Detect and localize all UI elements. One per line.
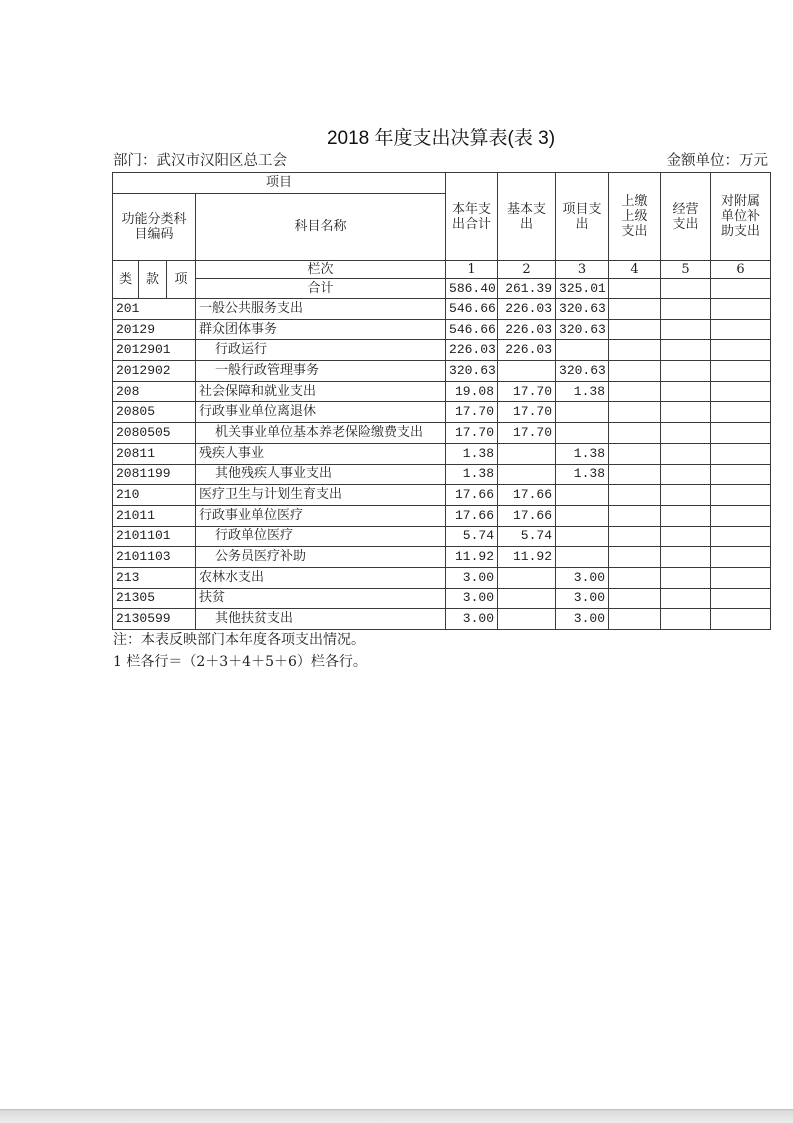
project-expenditure-cell bbox=[556, 505, 609, 526]
upper-level-payment-cell bbox=[609, 319, 661, 340]
subject-name: 群众团体事务 bbox=[196, 319, 446, 340]
subsidiary-subsidy-cell bbox=[711, 526, 771, 547]
basic-expenditure-cell bbox=[498, 567, 556, 588]
upper-level-payment-cell bbox=[609, 567, 661, 588]
table-row bbox=[113, 567, 771, 588]
subject-name: 医疗卫生与计划生育支出 bbox=[196, 485, 446, 506]
project-expenditure-cell: 1.38 bbox=[556, 443, 609, 464]
basic-expenditure-cell: 226.03 bbox=[498, 319, 556, 340]
project-expenditure-cell: 1.38 bbox=[556, 464, 609, 485]
subject-code: 20811 bbox=[113, 443, 196, 464]
header-project: 项目 bbox=[113, 173, 446, 194]
header-col-project-label: 项目支出 bbox=[562, 201, 602, 232]
subject-code: 213 bbox=[113, 567, 196, 588]
table-row bbox=[113, 340, 771, 361]
project-expenditure-cell: 320.63 bbox=[556, 361, 609, 382]
project-expenditure-cell bbox=[556, 526, 609, 547]
table-row bbox=[113, 299, 771, 320]
header-col-basic bbox=[498, 173, 556, 261]
basic-expenditure-cell: 5.74 bbox=[498, 526, 556, 547]
business-expenditure-cell bbox=[661, 319, 711, 340]
upper-level-payment-cell bbox=[609, 505, 661, 526]
upper-level-payment-cell bbox=[609, 526, 661, 547]
business-expenditure-cell bbox=[661, 485, 711, 506]
subject-name: 一般公共服务支出 bbox=[196, 299, 446, 320]
project-expenditure-cell bbox=[556, 547, 609, 568]
basic-expenditure-cell bbox=[498, 361, 556, 382]
table-row bbox=[113, 485, 771, 506]
subsidiary-subsidy-cell bbox=[711, 299, 771, 320]
project-expenditure-cell bbox=[556, 423, 609, 444]
table-row bbox=[113, 361, 771, 382]
upper-level-payment-cell bbox=[609, 340, 661, 361]
business-expenditure-cell bbox=[661, 279, 711, 299]
table-row bbox=[113, 505, 771, 526]
subsidiary-subsidy-cell bbox=[711, 319, 771, 340]
project-expenditure-cell bbox=[556, 402, 609, 423]
business-expenditure-cell bbox=[661, 423, 711, 444]
upper-level-payment-cell bbox=[609, 609, 661, 630]
business-expenditure-cell bbox=[661, 464, 711, 485]
total-expenditure-cell: 17.70 bbox=[446, 423, 498, 444]
subject-code: 2012901 bbox=[113, 340, 196, 361]
subject-code: 208 bbox=[113, 381, 196, 402]
basic-expenditure-cell bbox=[498, 464, 556, 485]
subsidiary-subsidy-cell bbox=[711, 505, 771, 526]
header-code-label: 功能分类科目编码 bbox=[121, 212, 187, 242]
column-number: 6 bbox=[711, 261, 771, 279]
header-col-basic-label: 基本支出 bbox=[507, 201, 547, 232]
subject-name: 扶贫 bbox=[196, 588, 446, 609]
upper-level-payment-cell bbox=[609, 402, 661, 423]
project-expenditure-cell: 3.00 bbox=[556, 588, 609, 609]
basic-expenditure-cell bbox=[498, 443, 556, 464]
total-expenditure-cell: 19.08 bbox=[446, 381, 498, 402]
basic-expenditure-cell: 226.03 bbox=[498, 340, 556, 361]
header-col-upper-level bbox=[609, 173, 661, 261]
table-row bbox=[113, 526, 771, 547]
basic-expenditure-cell: 11.92 bbox=[498, 547, 556, 568]
level-lei: 类 bbox=[113, 261, 139, 299]
header-row bbox=[113, 173, 771, 194]
business-expenditure-cell bbox=[661, 443, 711, 464]
level-kuan: 款 bbox=[139, 261, 167, 299]
basic-expenditure-cell: 17.66 bbox=[498, 485, 556, 506]
subject-code: 20129 bbox=[113, 319, 196, 340]
subsidiary-subsidy-cell bbox=[711, 340, 771, 361]
total-expenditure-cell: 17.66 bbox=[446, 505, 498, 526]
subject-code: 2012902 bbox=[113, 361, 196, 382]
header-col-business bbox=[661, 173, 711, 261]
subsidiary-subsidy-cell bbox=[711, 609, 771, 630]
project-expenditure-cell: 3.00 bbox=[556, 567, 609, 588]
subsidiary-subsidy-cell bbox=[711, 423, 771, 444]
table-row bbox=[113, 609, 771, 630]
table-row bbox=[113, 319, 771, 340]
upper-level-payment-cell bbox=[609, 423, 661, 444]
total-expenditure-cell: 1.38 bbox=[446, 464, 498, 485]
subject-code: 2130599 bbox=[113, 609, 196, 630]
column-number: 4 bbox=[609, 261, 661, 279]
subject-name: 公务员医疗补助 bbox=[196, 547, 446, 568]
total-expenditure-cell: 3.00 bbox=[446, 588, 498, 609]
project-expenditure-cell: 320.63 bbox=[556, 299, 609, 320]
total-expenditure-cell: 3.00 bbox=[446, 609, 498, 630]
column-number: 2 bbox=[498, 261, 556, 279]
scan-edge bbox=[0, 1109, 793, 1123]
subject-name: 行政运行 bbox=[196, 340, 446, 361]
subject-name: 行政事业单位医疗 bbox=[196, 505, 446, 526]
footnote: 1 栏各行＝（2＋3＋4＋5＋6）栏各行。 bbox=[113, 654, 367, 670]
upper-level-payment-cell bbox=[609, 279, 661, 299]
subject-code: 2101103 bbox=[113, 547, 196, 568]
subject-name: 其他残疾人事业支出 bbox=[196, 464, 446, 485]
subsidiary-subsidy-cell bbox=[711, 567, 771, 588]
subsidiary-subsidy-cell bbox=[711, 361, 771, 382]
department-label: 部门：武汉市汉阳区总工会 bbox=[113, 153, 287, 169]
upper-level-payment-cell bbox=[609, 361, 661, 382]
total-label: 合计 bbox=[196, 279, 446, 299]
business-expenditure-cell bbox=[661, 505, 711, 526]
subsidiary-subsidy-cell bbox=[711, 279, 771, 299]
total-expenditure-cell: 546.66 bbox=[446, 299, 498, 320]
header-code bbox=[113, 194, 196, 261]
total-expenditure-cell: 17.66 bbox=[446, 485, 498, 506]
expenditure-table bbox=[112, 172, 771, 630]
project-expenditure-cell: 3.00 bbox=[556, 609, 609, 630]
basic-expenditure-cell: 17.70 bbox=[498, 402, 556, 423]
basic-expenditure-cell: 17.70 bbox=[498, 423, 556, 444]
subject-name: 一般行政管理事务 bbox=[196, 361, 446, 382]
total-expenditure-cell: 17.70 bbox=[446, 402, 498, 423]
subject-code: 2081199 bbox=[113, 464, 196, 485]
subject-code: 2080505 bbox=[113, 423, 196, 444]
table-row bbox=[113, 402, 771, 423]
total-expenditure-cell: 11.92 bbox=[446, 547, 498, 568]
subsidiary-subsidy-cell bbox=[711, 588, 771, 609]
amount-unit-label: 金额单位：万元 bbox=[666, 153, 768, 169]
header-col-subsidiary bbox=[711, 173, 771, 261]
header-col-total bbox=[446, 173, 498, 261]
total-expenditure-cell: 320.63 bbox=[446, 361, 498, 382]
column-number: 1 bbox=[446, 261, 498, 279]
header-name-label: 科目名称 bbox=[196, 194, 446, 261]
subject-code: 21305 bbox=[113, 588, 196, 609]
subsidiary-subsidy-cell bbox=[711, 464, 771, 485]
upper-level-payment-cell bbox=[609, 299, 661, 320]
subject-code: 21011 bbox=[113, 505, 196, 526]
upper-level-payment-cell bbox=[609, 464, 661, 485]
project-expenditure-cell: 1.38 bbox=[556, 381, 609, 402]
upper-level-payment-cell bbox=[609, 443, 661, 464]
upper-level-payment-cell bbox=[609, 547, 661, 568]
basic-expenditure-cell: 226.03 bbox=[498, 299, 556, 320]
total-row bbox=[113, 279, 771, 299]
business-expenditure-cell bbox=[661, 609, 711, 630]
basic-expenditure-cell: 17.66 bbox=[498, 505, 556, 526]
table-row bbox=[113, 423, 771, 444]
basic-expenditure-cell bbox=[498, 588, 556, 609]
column-number: 3 bbox=[556, 261, 609, 279]
header-col-upper-level-label: 上缴上级支出 bbox=[621, 194, 648, 239]
total-expenditure-cell: 5.74 bbox=[446, 526, 498, 547]
subject-name: 行政单位医疗 bbox=[196, 526, 446, 547]
business-expenditure-cell bbox=[661, 381, 711, 402]
basic-expenditure-cell: 17.70 bbox=[498, 381, 556, 402]
business-expenditure-cell bbox=[661, 567, 711, 588]
header-col-project bbox=[556, 173, 609, 261]
subsidiary-subsidy-cell bbox=[711, 547, 771, 568]
total-expenditure-cell: 3.00 bbox=[446, 567, 498, 588]
project-expenditure-cell: 325.01 bbox=[556, 279, 609, 299]
level-xiang: 项 bbox=[167, 261, 196, 299]
basic-expenditure-cell bbox=[498, 609, 556, 630]
total-expenditure-cell: 226.03 bbox=[446, 340, 498, 361]
business-expenditure-cell bbox=[661, 526, 711, 547]
column-index-row bbox=[113, 261, 771, 279]
footnote: 注：本表反映部门本年度各项支出情况。 bbox=[113, 632, 365, 648]
business-expenditure-cell bbox=[661, 299, 711, 320]
subject-code: 201 bbox=[113, 299, 196, 320]
table-row bbox=[113, 464, 771, 485]
column-index-label: 栏次 bbox=[196, 261, 446, 279]
business-expenditure-cell bbox=[661, 361, 711, 382]
column-number: 5 bbox=[661, 261, 711, 279]
document-title: 2018 年度支出决算表(表 3) bbox=[326, 128, 556, 149]
header-col-subsidiary-label: 对附属单位补助支出 bbox=[721, 194, 761, 239]
upper-level-payment-cell bbox=[609, 381, 661, 402]
subsidiary-subsidy-cell bbox=[711, 381, 771, 402]
subject-code: 2101101 bbox=[113, 526, 196, 547]
subject-name: 残疾人事业 bbox=[196, 443, 446, 464]
table-row bbox=[113, 381, 771, 402]
business-expenditure-cell bbox=[661, 547, 711, 568]
subsidiary-subsidy-cell bbox=[711, 485, 771, 506]
subsidiary-subsidy-cell bbox=[711, 402, 771, 423]
header-col-business-label: 经营支出 bbox=[672, 201, 699, 232]
total-expenditure-cell: 586.40 bbox=[446, 279, 498, 299]
subject-name: 农林水支出 bbox=[196, 567, 446, 588]
table-row bbox=[113, 547, 771, 568]
subject-code: 210 bbox=[113, 485, 196, 506]
project-expenditure-cell bbox=[556, 340, 609, 361]
subject-name: 其他扶贫支出 bbox=[196, 609, 446, 630]
upper-level-payment-cell bbox=[609, 485, 661, 506]
table-row bbox=[113, 588, 771, 609]
subject-name: 社会保障和就业支出 bbox=[196, 381, 446, 402]
business-expenditure-cell bbox=[661, 340, 711, 361]
total-expenditure-cell: 1.38 bbox=[446, 443, 498, 464]
project-expenditure-cell: 320.63 bbox=[556, 319, 609, 340]
business-expenditure-cell bbox=[661, 402, 711, 423]
upper-level-payment-cell bbox=[609, 588, 661, 609]
subject-name: 机关事业单位基本养老保险缴费支出 bbox=[196, 423, 446, 444]
project-expenditure-cell bbox=[556, 485, 609, 506]
table-row bbox=[113, 443, 771, 464]
subject-name: 行政事业单位离退休 bbox=[196, 402, 446, 423]
header-col-total-label: 本年支出合计 bbox=[452, 201, 492, 232]
basic-expenditure-cell: 261.39 bbox=[498, 279, 556, 299]
business-expenditure-cell bbox=[661, 588, 711, 609]
subject-code: 20805 bbox=[113, 402, 196, 423]
total-expenditure-cell: 546.66 bbox=[446, 319, 498, 340]
subsidiary-subsidy-cell bbox=[711, 443, 771, 464]
